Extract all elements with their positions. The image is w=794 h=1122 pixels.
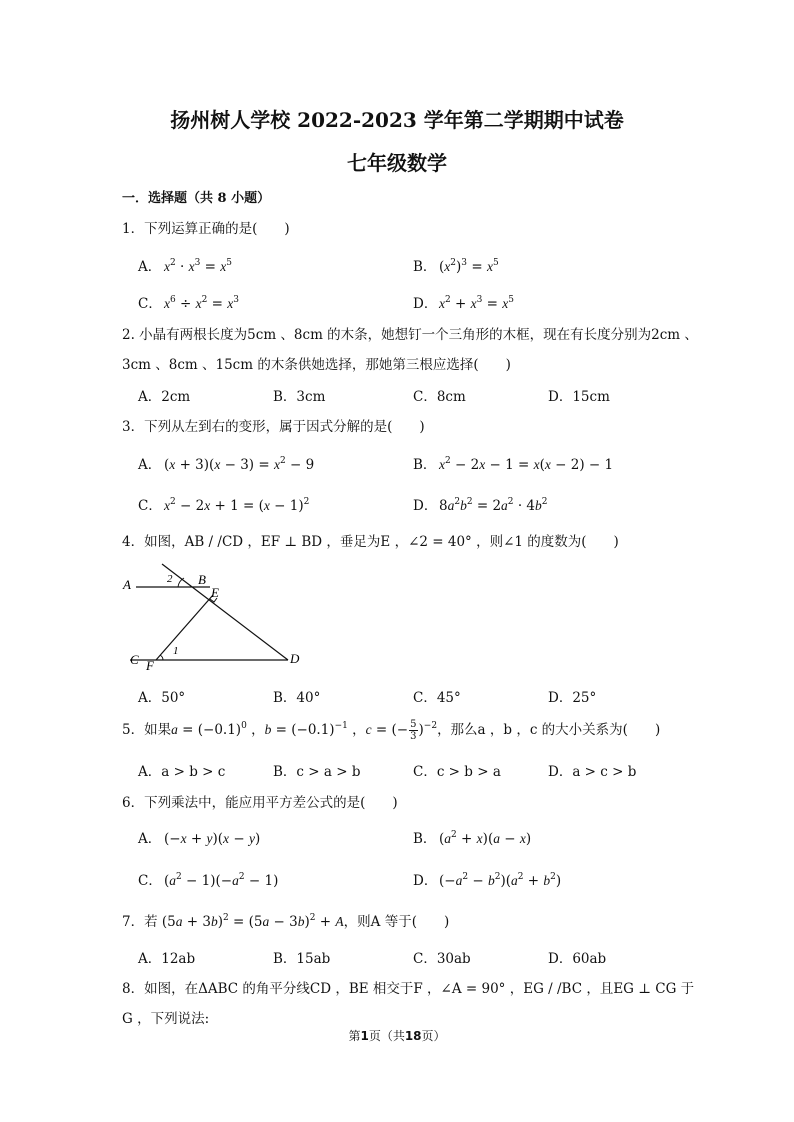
q5-option-c: C．c > b > a: [413, 764, 501, 780]
q1-option-d: D． $x^2 + x^3 = x^5$: [413, 295, 515, 312]
q5-option-b: B．c > a > b: [273, 764, 361, 780]
q7-option-a: A．12ab: [138, 951, 196, 967]
q5-option-d: D．a > c > b: [548, 764, 637, 780]
label-c: C: [130, 652, 139, 667]
question-5-stem: 5．如果$a = (-0.1)^0$ ，$b = (-0.1)^{-1}$ ，c = (− $\frac{5}{3}$ )$^{-2}$，那么a ，b ，c 的大小关系为( ): [122, 719, 661, 742]
q7-option-b: B．15ab: [273, 951, 331, 967]
exam-title: 扬州树人学校 2022-2023 学年第二学期期中试卷: [170, 108, 624, 132]
q6-option-a: A． (−x + y)(x − y): [138, 831, 261, 847]
q4-option-b: B．40°: [273, 690, 321, 706]
q6-option-b: B． $(a^2 + x)(a - x)$: [413, 830, 532, 847]
label-b: B: [198, 572, 206, 587]
q7-option-d: D．60ab: [548, 951, 607, 967]
q2-option-b: B．3cm: [273, 389, 326, 405]
section-heading: 一．选择题（共 8 小题）: [122, 191, 271, 206]
label-e: E: [211, 585, 219, 600]
angle-1-label: 1: [173, 645, 179, 657]
angle-1-arc: [160, 655, 163, 660]
q6-option-d: D． $(-a^2 - b^2)(a^2 + b^2)$: [413, 872, 562, 889]
page-footer: 第1页（共18页）: [348, 1029, 446, 1043]
question-4-stem: 4．如图，AB / /CD ，EF ⊥ BD ，垂足为E ，∠2 = 40° ，则∠1 的度数为( ): [122, 534, 619, 550]
q4-figure: [118, 560, 318, 675]
q1-option-c: C． $x^6 \div x^2 = x^3$: [138, 295, 240, 312]
question-3-stem: 3．下列从左到右的变形，属于因式分解的是( ): [122, 419, 425, 435]
question-2-line-1: 2. 小晶有两根长度为5cm 、8cm 的木条，她想钉一个三角形的木框，现在有长度分别为2cm 、: [122, 327, 698, 343]
question-7-stem: 7．若 $(5a + 3b)^2 = (5a - 3b)^2 + A$，则A 等于( ): [122, 913, 450, 930]
q3-option-b: B． $x^2 - 2x - 1 = x(x - 2) - 1$: [413, 456, 614, 473]
exam-subtitle: 七年级数学: [347, 151, 447, 175]
label-a: A: [123, 577, 131, 592]
line-bd: [162, 564, 288, 660]
q2-option-d: D．15cm: [548, 389, 610, 405]
q2-option-a: A．2cm: [138, 389, 191, 405]
question-1-stem: 1．下列运算正确的是( ): [122, 221, 290, 237]
q2-option-c: C．8cm: [413, 389, 466, 405]
q3-option-c: C． $x^2 - 2x + 1 = (x - 1)^2$: [138, 497, 310, 514]
line-ef: [156, 595, 213, 660]
q1-option-b: B． $(x^2)^3 = x^5$: [413, 258, 499, 275]
q6-option-c: C． $(a^2 - 1)(-a^2 - 1)$: [138, 872, 279, 889]
q4-option-c: C．45°: [413, 690, 461, 706]
q4-option-d: D．25°: [548, 690, 597, 706]
q3-option-d: D． $8a^2b^2 = 2a^2 \cdot 4b^2$: [413, 497, 548, 514]
q5-option-a: A．a > b > c: [138, 764, 226, 780]
q1-option-a: A． $x^2 \cdot x^3 = x^5$: [138, 258, 232, 275]
question-8-line-1: 8．如图，在ΔABC 的角平分线CD ，BE 相交于F ，∠A = 90° ，EG / /BC ，且EG ⊥ CG 于: [122, 981, 695, 997]
label-f: F: [146, 658, 154, 673]
question-2-line-2: 3cm 、8cm 、15cm 的木条供她选择，那她第三根应选择( ): [122, 357, 511, 373]
q4-option-a: A．50°: [138, 690, 186, 706]
question-6-stem: 6．下列乘法中，能应用平方差公式的是( ): [122, 795, 398, 811]
label-d: D: [290, 651, 300, 666]
question-8-line-2: G ，下列说法:: [122, 1011, 210, 1027]
q3-option-a: A． $(x + 3)(x - 3) = x^2 - 9$: [138, 456, 315, 473]
q7-option-c: C．30ab: [413, 951, 471, 967]
angle-2-label: 2: [167, 573, 173, 585]
